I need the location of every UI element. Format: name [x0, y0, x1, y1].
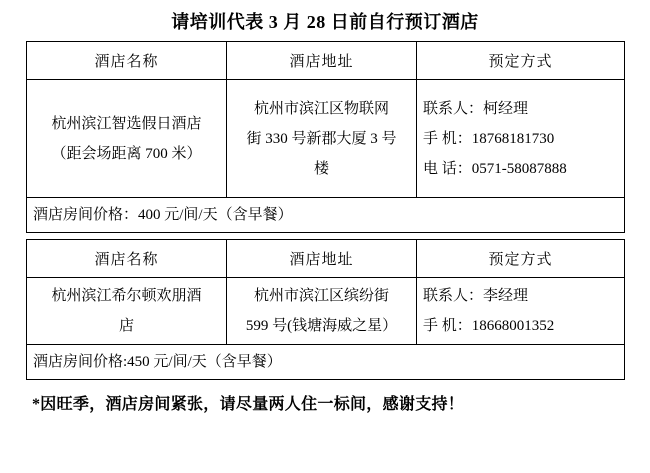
header-booking-method: 预定方式: [417, 240, 625, 278]
contact-mobile-line: 手 机：18668001352: [423, 318, 555, 334]
hotel-table-1: [26, 41, 625, 233]
table-header-row: [27, 240, 625, 278]
hotel-name-line-1: 杭州滨江希尔顿欢朋酒: [51, 288, 202, 304]
hotel-name-line-1: 杭州滨江智选假日酒店: [51, 115, 202, 132]
price-row: [27, 345, 625, 380]
booking-method-cell: [417, 278, 625, 345]
contact-person-line: 联系人：李经理: [423, 288, 529, 304]
hotel-name-cell: [27, 278, 227, 345]
booking-method-cell: [417, 80, 625, 198]
hotel-name-cell: [27, 80, 227, 198]
header-hotel-name: 酒店名称: [27, 240, 227, 278]
room-price-text: 酒店房间价格：400 元/间/天（含早餐）: [27, 198, 625, 233]
table-row: [27, 80, 625, 198]
contact-mobile-line: 手 机：18768181730: [423, 130, 555, 147]
hotel-table-2: [26, 239, 625, 380]
hotel-address-line-3: 楼: [313, 160, 329, 177]
hotel-address-line-1: 杭州市滨江区缤纷街: [253, 288, 389, 304]
hotel-address-line-1: 杭州市滨江区物联网: [253, 100, 389, 117]
room-price-text: 酒店房间价格:450 元/间/天（含早餐）: [27, 345, 625, 380]
contact-person-line: 联系人：柯经理: [423, 100, 529, 117]
footnote-text: *因旺季，酒店房间紧张，请尽量两人住一标间，感谢支持！: [32, 396, 465, 413]
contact-phone-line: 电 话：0571-58087888: [423, 160, 567, 177]
hotel-name-line-2: （距会场距离 700 米）: [51, 145, 202, 162]
hotel-address-line-2: 街 330 号新郡大厦 3 号: [246, 130, 397, 147]
header-booking-method: 预定方式: [417, 42, 625, 80]
hotel-address-cell: [227, 278, 417, 345]
page-title: 请培训代表 3 月 28 日前自行预订酒店: [171, 12, 479, 32]
header-hotel-address: 酒店地址: [227, 42, 417, 80]
price-row: [27, 198, 625, 233]
hotel-address-cell: [227, 80, 417, 198]
hotel-address-line-2: 599 号(钱塘海威之星）: [245, 318, 398, 334]
header-hotel-address: 酒店地址: [227, 240, 417, 278]
table-header-row: [27, 42, 625, 80]
hotel-name-line-2: 店: [118, 318, 134, 334]
header-hotel-name: 酒店名称: [27, 42, 227, 80]
table-row: [27, 278, 625, 345]
